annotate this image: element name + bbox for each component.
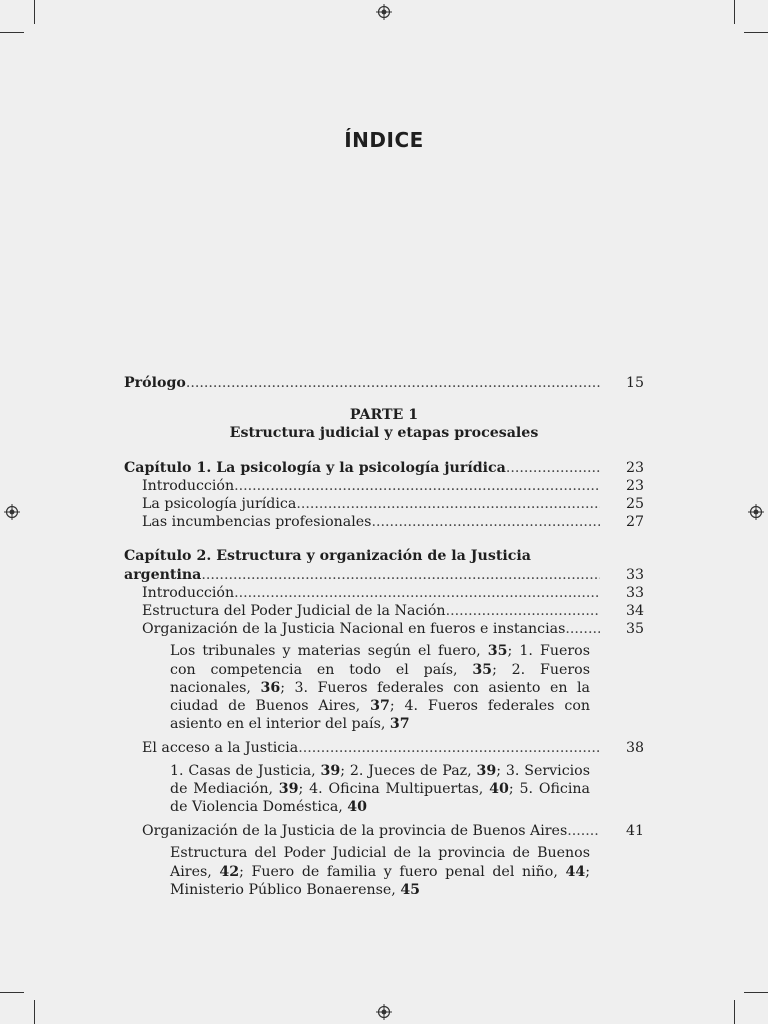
toc-page-reference: 44 bbox=[565, 863, 586, 880]
toc-page-number: 23 bbox=[625, 459, 644, 476]
toc-entry-item[interactable] bbox=[124, 620, 644, 638]
toc-entry-label: Introducción bbox=[142, 584, 235, 601]
toc-detail-text: ; 4. Oficina Multipuertas, bbox=[298, 780, 490, 797]
toc-entry-label: Organización de la Justicia Nacional en fueros e instancias bbox=[142, 621, 566, 638]
toc-page-number: 41 bbox=[625, 823, 644, 840]
toc-entry-label: Las incumbencias profesionales bbox=[142, 514, 372, 531]
toc-entry-label: argentina bbox=[124, 566, 202, 583]
toc-page-reference: 37 bbox=[389, 716, 410, 733]
toc-page-reference: 39 bbox=[278, 780, 299, 797]
toc-detail-text: ; Ministerio Público Bonaerense, bbox=[170, 863, 590, 898]
toc-entry-label: Capítulo 1. La psicología y la psicología jurídica bbox=[124, 459, 506, 476]
toc-entry-label: La psicología jurídica bbox=[142, 496, 297, 513]
dot-leader bbox=[567, 822, 600, 840]
toc-page-reference: 39 bbox=[320, 762, 341, 779]
registration-mark-icon bbox=[748, 504, 764, 520]
toc-entry-label: Introducción bbox=[142, 477, 235, 494]
toc-detail-text: ; Fuero de familia y fuero penal del niño, bbox=[239, 863, 566, 880]
toc-page-reference: 35 bbox=[487, 643, 508, 660]
toc-page-number: 27 bbox=[625, 514, 644, 531]
toc-page-reference: 40 bbox=[489, 780, 509, 797]
toc-page-reference: 35 bbox=[472, 661, 493, 678]
toc-detail-paragraph bbox=[124, 642, 644, 733]
toc-detail-text: ; 2. Fueros nacionales, bbox=[170, 661, 590, 696]
table-of-contents bbox=[124, 374, 644, 905]
dot-leader bbox=[565, 620, 600, 638]
toc-page-number: 15 bbox=[625, 375, 644, 391]
crop-mark bbox=[744, 992, 768, 993]
toc-page-reference: 42 bbox=[219, 863, 240, 880]
toc-detail-text: ; 3. Fueros federales con asiento en la ciudad de Buenos Aires, bbox=[170, 679, 590, 715]
part-heading: PARTE 1 bbox=[349, 407, 419, 424]
toc-page-number: 33 bbox=[625, 566, 644, 583]
crop-mark bbox=[744, 32, 768, 33]
toc-page-number: 33 bbox=[625, 584, 644, 601]
toc-chapter-2-title-line[interactable]: Capítulo 2. Estructura y organización de la Justicia bbox=[124, 548, 531, 565]
toc-detail-text: ; 5. Oficina de Violencia Doméstica, bbox=[170, 780, 590, 816]
toc-page-reference: 40 bbox=[347, 799, 368, 816]
dot-leader bbox=[296, 495, 600, 513]
registration-mark-icon bbox=[376, 4, 392, 20]
crop-mark bbox=[734, 0, 735, 24]
toc-detail-text: ; 1. Fueros con competencia en todo el país, bbox=[170, 643, 591, 678]
toc-entry-chapter-1[interactable] bbox=[124, 459, 644, 477]
dot-leader bbox=[506, 459, 600, 477]
toc-entry-item[interactable] bbox=[124, 495, 644, 513]
toc-entry-label: Organización de la Justicia de la provincia de Buenos Aires bbox=[142, 823, 568, 840]
dot-leader bbox=[446, 602, 600, 620]
toc-page-reference: 36 bbox=[260, 679, 281, 696]
registration-mark-icon bbox=[376, 1004, 392, 1020]
crop-mark bbox=[34, 0, 35, 24]
toc-entry-item[interactable] bbox=[124, 822, 644, 840]
toc-detail-text: ; 3. Servicios de Mediación, bbox=[170, 762, 591, 797]
part-subtitle: Estructura judicial y etapas procesales bbox=[229, 425, 539, 442]
dot-leader bbox=[371, 513, 600, 531]
dot-leader bbox=[201, 566, 600, 584]
toc-entry-item[interactable] bbox=[124, 584, 644, 602]
toc-page-number: 25 bbox=[625, 496, 644, 513]
toc-entry-prologo[interactable] bbox=[124, 374, 644, 392]
toc-page-number: 34 bbox=[625, 603, 644, 620]
toc-entry-label: Prólogo bbox=[124, 375, 186, 391]
toc-page-reference: 37 bbox=[370, 698, 390, 715]
toc-entry-label: Estructura del Poder Judicial de la Nación bbox=[142, 603, 446, 620]
toc-entry-item[interactable] bbox=[124, 739, 644, 757]
toc-detail-text: Estructura del Poder Judicial de la provincia de Buenos Aires, bbox=[170, 845, 590, 880]
toc-entry-item[interactable] bbox=[124, 513, 644, 531]
toc-detail-text: 1. Casas de Justicia, bbox=[170, 762, 321, 779]
crop-mark bbox=[734, 1000, 735, 1024]
toc-page-number: 23 bbox=[625, 477, 644, 494]
toc-entry-item[interactable] bbox=[124, 477, 644, 495]
dot-leader bbox=[186, 374, 600, 392]
toc-detail-text: Los tribunales y materias según el fuero, bbox=[170, 643, 488, 660]
toc-detail-paragraph bbox=[124, 844, 644, 899]
toc-page-reference: 45 bbox=[400, 881, 421, 898]
toc-detail-paragraph bbox=[124, 762, 644, 817]
toc-page-number: 35 bbox=[625, 621, 644, 638]
toc-detail-text: ; 2. Jueces de Paz, bbox=[340, 762, 477, 779]
dot-leader bbox=[234, 477, 600, 495]
dot-leader bbox=[298, 739, 600, 757]
crop-mark bbox=[0, 32, 24, 33]
crop-mark bbox=[34, 1000, 35, 1024]
toc-page-number: 38 bbox=[625, 740, 644, 757]
dot-leader bbox=[234, 584, 600, 602]
toc-entry-item[interactable] bbox=[124, 602, 644, 620]
toc-detail-text: ; 4. Fueros federales con asiento en el interior del país, bbox=[170, 698, 591, 733]
page-title: ÍNDICE bbox=[344, 128, 424, 152]
crop-mark bbox=[0, 992, 24, 993]
registration-mark-icon bbox=[4, 504, 20, 520]
toc-entry-chapter-2[interactable] bbox=[124, 566, 644, 584]
toc-page-reference: 39 bbox=[476, 762, 497, 779]
toc-entry-label: El acceso a la Justicia bbox=[142, 740, 299, 757]
